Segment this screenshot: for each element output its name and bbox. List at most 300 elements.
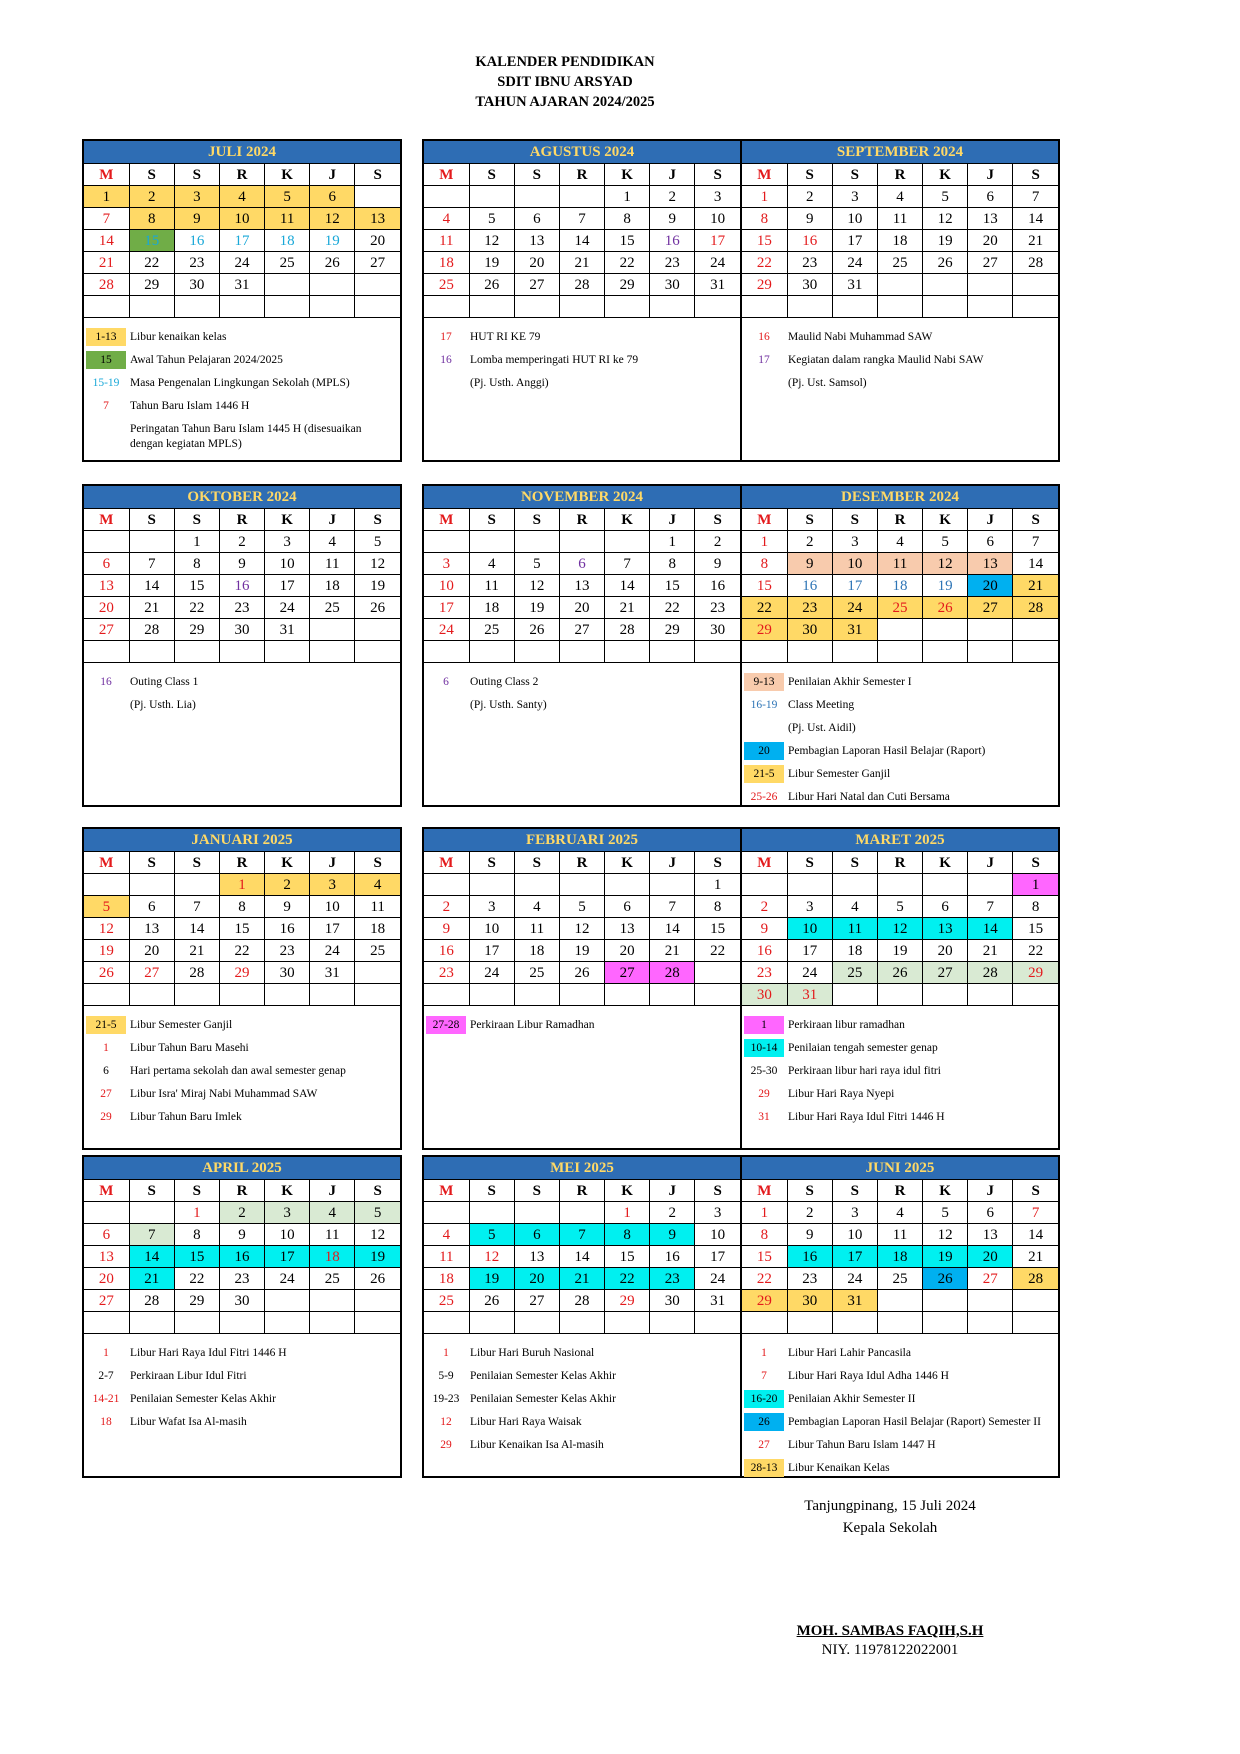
- day-cell: 17: [265, 575, 310, 597]
- weekday-header: J: [310, 852, 355, 874]
- day-cell: 15: [695, 918, 740, 940]
- day-cell: 3: [832, 186, 877, 208]
- day-cell: [605, 984, 650, 1006]
- day-cell: [968, 641, 1013, 663]
- day-cell: 3: [695, 186, 740, 208]
- day-cell: 17: [787, 940, 832, 962]
- week-row: [84, 597, 400, 619]
- legend-key: 29: [758, 1088, 770, 1100]
- day-cell: [84, 296, 129, 318]
- day-cell: [695, 641, 740, 663]
- week-row: [742, 597, 1058, 619]
- legend-text: Peringatan Tahun Baru Islam 1445 H (disesuaikan dengan kegiatan MPLS): [130, 423, 362, 450]
- legend-key: 1: [103, 1042, 109, 1054]
- day-cell: 10: [695, 208, 740, 230]
- weekday-header: J: [968, 509, 1013, 531]
- day-cell: 22: [695, 940, 740, 962]
- week-row: [84, 1268, 400, 1290]
- day-cell: 6: [514, 208, 559, 230]
- legend-key: 17: [440, 331, 452, 343]
- weekday-header: K: [605, 164, 650, 186]
- day-cell: 2: [650, 1202, 695, 1224]
- day-cell: 29: [174, 619, 219, 641]
- day-cell: 10: [310, 896, 355, 918]
- day-cell: 13: [923, 918, 968, 940]
- day-cell: 28: [605, 619, 650, 641]
- weekday-header: S: [695, 164, 740, 186]
- month-title: APRIL 2025: [84, 1157, 400, 1180]
- day-cell: 1: [742, 531, 787, 553]
- day-cell: 30: [219, 1290, 264, 1312]
- day-cell: 1: [219, 874, 264, 896]
- day-cell: 17: [695, 230, 740, 252]
- month-card: [82, 139, 402, 462]
- day-cell: 3: [832, 531, 877, 553]
- day-cell: [877, 641, 922, 663]
- day-cell: [129, 1202, 174, 1224]
- day-cell: 14: [1013, 553, 1058, 575]
- day-cell: 12: [469, 230, 514, 252]
- day-cell: [787, 1312, 832, 1334]
- day-cell: 27: [84, 1290, 129, 1312]
- legend-text: Tahun Baru Islam 1446 H: [130, 400, 250, 412]
- week-row: [424, 874, 740, 896]
- day-cell: [605, 641, 650, 663]
- legend-key: 28-13: [744, 1459, 784, 1477]
- week-row: [424, 962, 740, 984]
- day-cell: 4: [877, 1202, 922, 1224]
- day-cell: [355, 984, 400, 1006]
- week-row: [424, 296, 740, 318]
- legend-item: [86, 1344, 396, 1362]
- day-cell: 19: [469, 252, 514, 274]
- day-cell: 12: [514, 575, 559, 597]
- legend-key: 6: [443, 676, 449, 688]
- month-title: JANUARI 2025: [84, 829, 400, 852]
- day-cell: 14: [650, 918, 695, 940]
- day-cell: 20: [968, 1246, 1013, 1268]
- day-cell: [174, 874, 219, 896]
- week-row: [424, 1290, 740, 1312]
- day-cell: 8: [695, 896, 740, 918]
- signer-position: Kepala Sekolah: [842, 1520, 938, 1536]
- day-cell: 21: [129, 597, 174, 619]
- day-cell: 7: [559, 208, 604, 230]
- day-cell: 19: [923, 230, 968, 252]
- weekday-header-row: [84, 164, 400, 186]
- week-row: [84, 186, 400, 208]
- day-cell: 17: [424, 597, 469, 619]
- day-cell: 15: [742, 230, 787, 252]
- day-cell: 2: [695, 531, 740, 553]
- day-cell: 9: [219, 553, 264, 575]
- day-cell: 27: [968, 597, 1013, 619]
- month-card: [740, 827, 1060, 1150]
- legend-item: [744, 328, 1054, 346]
- legend-item: [86, 420, 396, 452]
- legend-text: (Pj. Usth. Santy): [470, 699, 547, 711]
- day-cell: 6: [514, 1224, 559, 1246]
- day-cell: 30: [787, 619, 832, 641]
- day-cell: [968, 984, 1013, 1006]
- legend-item: [744, 351, 1054, 369]
- legend-text: Penilaian Akhir Semester I: [788, 676, 912, 688]
- document-title: [340, 52, 790, 112]
- legend-item: [744, 673, 1054, 691]
- day-cell: [514, 641, 559, 663]
- month-card: [422, 1155, 742, 1478]
- weekday-header-row: [84, 1180, 400, 1202]
- day-cell: [355, 1312, 400, 1334]
- legend-item: [744, 1016, 1054, 1034]
- day-cell: [84, 641, 129, 663]
- legend-item: [86, 1390, 396, 1408]
- signer-name: MOH. SAMBAS FAQIH,S.H: [796, 1623, 984, 1639]
- day-cell: 31: [265, 619, 310, 641]
- week-row: [84, 896, 400, 918]
- legend-text: Libur Kenaikan Isa Al-masih: [470, 1439, 604, 1451]
- day-cell: 26: [923, 597, 968, 619]
- legend-item: [426, 351, 736, 369]
- legend-key: 27: [100, 1088, 112, 1100]
- day-cell: 20: [514, 1268, 559, 1290]
- week-row: [742, 896, 1058, 918]
- weekday-header: S: [174, 509, 219, 531]
- weekday-header: S: [1013, 1180, 1058, 1202]
- month-days-table: [84, 164, 400, 318]
- weekday-header: K: [923, 509, 968, 531]
- day-cell: 16: [787, 575, 832, 597]
- week-row: [742, 1290, 1058, 1312]
- day-cell: 11: [877, 1224, 922, 1246]
- day-cell: [695, 296, 740, 318]
- day-cell: 15: [129, 230, 174, 252]
- legend-text: Perkiraan libur ramadhan: [788, 1019, 905, 1031]
- day-cell: 24: [695, 252, 740, 274]
- day-cell: 17: [832, 230, 877, 252]
- weekday-header: S: [832, 509, 877, 531]
- legend-text: Pembagian Laporan Hasil Belajar (Raport) Semester II: [788, 1416, 1041, 1428]
- day-cell: 31: [310, 962, 355, 984]
- day-cell: [877, 619, 922, 641]
- legend-item: [426, 374, 736, 392]
- day-cell: 25: [877, 1268, 922, 1290]
- day-cell: 20: [129, 940, 174, 962]
- day-cell: 19: [355, 575, 400, 597]
- day-cell: 16: [742, 940, 787, 962]
- month-card: [422, 139, 742, 462]
- day-cell: 6: [84, 553, 129, 575]
- day-cell: 12: [559, 918, 604, 940]
- legend-text: Masa Pengenalan Lingkungan Sekolah (MPLS): [130, 377, 350, 389]
- legend-item: [744, 1390, 1054, 1408]
- month-title: FEBRUARI 2025: [424, 829, 740, 852]
- week-row: [84, 1202, 400, 1224]
- legend-text: Libur Kenaikan Kelas: [788, 1462, 890, 1474]
- day-cell: 4: [514, 896, 559, 918]
- day-cell: 17: [219, 230, 264, 252]
- day-cell: 28: [84, 274, 129, 296]
- day-cell: 8: [605, 208, 650, 230]
- month-legend: [84, 1334, 400, 1440]
- day-cell: 12: [877, 918, 922, 940]
- day-cell: 27: [559, 619, 604, 641]
- month-legend: [424, 1006, 740, 1043]
- legend-item: [744, 374, 1054, 392]
- day-cell: 26: [355, 597, 400, 619]
- day-cell: 11: [877, 553, 922, 575]
- legend-text: Penilaian tengah semester genap: [788, 1042, 938, 1054]
- weekday-header: S: [1013, 164, 1058, 186]
- day-cell: 24: [695, 1268, 740, 1290]
- day-cell: 7: [1013, 1202, 1058, 1224]
- day-cell: [968, 296, 1013, 318]
- day-cell: 18: [424, 252, 469, 274]
- month-title: MEI 2025: [424, 1157, 740, 1180]
- legend-text: Pembagian Laporan Hasil Belajar (Raport): [788, 745, 986, 757]
- day-cell: [923, 874, 968, 896]
- weekday-header: S: [832, 164, 877, 186]
- day-cell: [129, 984, 174, 1006]
- day-cell: [129, 641, 174, 663]
- day-cell: 9: [742, 918, 787, 940]
- legend-item: [744, 1062, 1054, 1080]
- legend-item: [86, 1367, 396, 1385]
- week-row: [424, 575, 740, 597]
- day-cell: 11: [877, 208, 922, 230]
- weekday-header-row: [742, 852, 1058, 874]
- day-cell: [832, 296, 877, 318]
- legend-item: [86, 374, 396, 392]
- day-cell: 1: [742, 186, 787, 208]
- month-days-table: [424, 1180, 740, 1334]
- day-cell: 25: [424, 1290, 469, 1312]
- day-cell: 16: [650, 230, 695, 252]
- day-cell: 24: [832, 597, 877, 619]
- day-cell: 5: [559, 896, 604, 918]
- legend-key: 18: [100, 1416, 112, 1428]
- weekday-header: J: [968, 852, 1013, 874]
- day-cell: 6: [310, 186, 355, 208]
- day-cell: 17: [832, 1246, 877, 1268]
- day-cell: [742, 641, 787, 663]
- day-cell: 17: [265, 1246, 310, 1268]
- day-cell: 22: [174, 1268, 219, 1290]
- week-row: [424, 1224, 740, 1246]
- day-cell: [424, 531, 469, 553]
- week-row: [84, 531, 400, 553]
- legend-key: 15: [86, 351, 126, 369]
- day-cell: [559, 531, 604, 553]
- legend-item: [426, 1413, 736, 1431]
- month-legend: [742, 318, 1058, 401]
- weekday-header: R: [877, 1180, 922, 1202]
- day-cell: 22: [174, 597, 219, 619]
- day-cell: 1: [605, 1202, 650, 1224]
- legend-text: Libur Hari Raya Waisak: [470, 1416, 582, 1428]
- weekday-header: R: [877, 852, 922, 874]
- day-cell: 10: [219, 208, 264, 230]
- weekday-header: R: [219, 852, 264, 874]
- day-cell: [968, 874, 1013, 896]
- day-cell: 19: [355, 1246, 400, 1268]
- legend-key: 7: [761, 1370, 767, 1382]
- day-cell: 29: [605, 1290, 650, 1312]
- legend-text: Libur Isra' Miraj Nabi Muhammad SAW: [130, 1088, 318, 1100]
- week-row: [742, 619, 1058, 641]
- weekday-header: K: [265, 1180, 310, 1202]
- legend-key: 20: [744, 742, 784, 760]
- legend-key: 10-14: [744, 1039, 784, 1057]
- day-cell: [832, 641, 877, 663]
- day-cell: 18: [424, 1268, 469, 1290]
- weekday-header: S: [129, 164, 174, 186]
- day-cell: [129, 874, 174, 896]
- day-cell: 27: [968, 252, 1013, 274]
- legend-text: Penilaian Semester Kelas Akhir: [130, 1393, 276, 1405]
- day-cell: 15: [650, 575, 695, 597]
- day-cell: [559, 186, 604, 208]
- day-cell: [514, 296, 559, 318]
- day-cell: [174, 641, 219, 663]
- day-cell: 29: [742, 619, 787, 641]
- day-cell: [559, 1312, 604, 1334]
- legend-text: Maulid Nabi Muhammad SAW: [788, 331, 933, 343]
- day-cell: 25: [355, 940, 400, 962]
- weekday-header: K: [605, 509, 650, 531]
- day-cell: 15: [742, 1246, 787, 1268]
- legend-key: [744, 374, 784, 392]
- day-cell: [787, 296, 832, 318]
- day-cell: [877, 1290, 922, 1312]
- legend-key: 15-19: [92, 377, 120, 389]
- legend-text: Perkiraan libur hari raya idul fitri: [788, 1065, 941, 1077]
- day-cell: 8: [1013, 896, 1058, 918]
- day-cell: 18: [310, 1246, 355, 1268]
- day-cell: [310, 1290, 355, 1312]
- day-cell: [310, 619, 355, 641]
- day-cell: 4: [424, 1224, 469, 1246]
- day-cell: 31: [695, 274, 740, 296]
- day-cell: 6: [84, 1224, 129, 1246]
- day-cell: 11: [355, 896, 400, 918]
- day-cell: 30: [787, 274, 832, 296]
- legend-item: [744, 1436, 1054, 1454]
- week-row: [84, 940, 400, 962]
- legend-key: 2-7: [98, 1370, 114, 1382]
- day-cell: 26: [355, 1268, 400, 1290]
- day-cell: 26: [310, 252, 355, 274]
- legend-key: [426, 696, 466, 714]
- legend-item: [426, 1390, 736, 1408]
- day-cell: 21: [559, 1268, 604, 1290]
- day-cell: 31: [695, 1290, 740, 1312]
- legend-item: [744, 1459, 1054, 1477]
- day-cell: 11: [310, 553, 355, 575]
- legend-key: 29: [440, 1439, 452, 1451]
- day-cell: 24: [219, 252, 264, 274]
- day-cell: [832, 874, 877, 896]
- day-cell: 13: [514, 1246, 559, 1268]
- legend-text: Penilaian Semester Kelas Akhir: [470, 1370, 616, 1382]
- weekday-header-row: [424, 852, 740, 874]
- week-row: [84, 619, 400, 641]
- day-cell: 31: [832, 619, 877, 641]
- weekday-header: R: [559, 164, 604, 186]
- day-cell: [265, 984, 310, 1006]
- legend-text: Awal Tahun Pelajaran 2024/2025: [130, 354, 283, 366]
- day-cell: 2: [424, 896, 469, 918]
- signer-niy: NIY. 11978122022001: [821, 1642, 959, 1658]
- day-cell: 12: [355, 553, 400, 575]
- legend-key: 31: [758, 1111, 770, 1123]
- day-cell: 15: [219, 918, 264, 940]
- day-cell: 22: [1013, 940, 1058, 962]
- day-cell: 27: [514, 1290, 559, 1312]
- day-cell: [310, 1312, 355, 1334]
- legend-key: 19-23: [432, 1393, 460, 1405]
- day-cell: 23: [787, 252, 832, 274]
- day-cell: [129, 296, 174, 318]
- weekday-header: M: [742, 852, 787, 874]
- day-cell: [355, 619, 400, 641]
- day-cell: 13: [84, 1246, 129, 1268]
- day-cell: [469, 984, 514, 1006]
- legend-item: [86, 1016, 396, 1034]
- legend-key: 1: [443, 1347, 449, 1359]
- day-cell: [1013, 274, 1058, 296]
- day-cell: 10: [424, 575, 469, 597]
- day-cell: 25: [310, 1268, 355, 1290]
- day-cell: 11: [424, 1246, 469, 1268]
- day-cell: [559, 641, 604, 663]
- day-cell: 13: [968, 208, 1013, 230]
- month-days-table: [424, 852, 740, 1006]
- weekday-header: K: [605, 1180, 650, 1202]
- day-cell: [469, 1312, 514, 1334]
- day-cell: 30: [265, 962, 310, 984]
- day-cell: [129, 531, 174, 553]
- day-cell: [84, 1312, 129, 1334]
- day-cell: 29: [742, 1290, 787, 1312]
- legend-text: Libur Semester Ganjil: [130, 1019, 233, 1031]
- day-cell: 22: [650, 597, 695, 619]
- day-cell: [265, 296, 310, 318]
- day-cell: 6: [968, 186, 1013, 208]
- legend-item: [744, 719, 1054, 737]
- day-cell: [605, 874, 650, 896]
- day-cell: 31: [787, 984, 832, 1006]
- day-cell: [424, 1312, 469, 1334]
- day-cell: 30: [219, 619, 264, 641]
- legend-item: [744, 765, 1054, 783]
- day-cell: 2: [650, 186, 695, 208]
- week-row: [742, 575, 1058, 597]
- day-cell: [424, 874, 469, 896]
- weekday-header: J: [650, 852, 695, 874]
- legend-text: (Pj. Usth. Anggi): [470, 377, 549, 389]
- legend-key: 6: [103, 1065, 109, 1077]
- weekday-header-row: [84, 852, 400, 874]
- day-cell: 29: [650, 619, 695, 641]
- weekday-header: J: [310, 1180, 355, 1202]
- legend-text: Penilaian Akhir Semester II: [788, 1393, 916, 1405]
- day-cell: [514, 186, 559, 208]
- week-row: [84, 1290, 400, 1312]
- day-cell: 20: [355, 230, 400, 252]
- legend-text: Hari pertama sekolah dan awal semester genap: [130, 1065, 346, 1077]
- day-cell: 19: [310, 230, 355, 252]
